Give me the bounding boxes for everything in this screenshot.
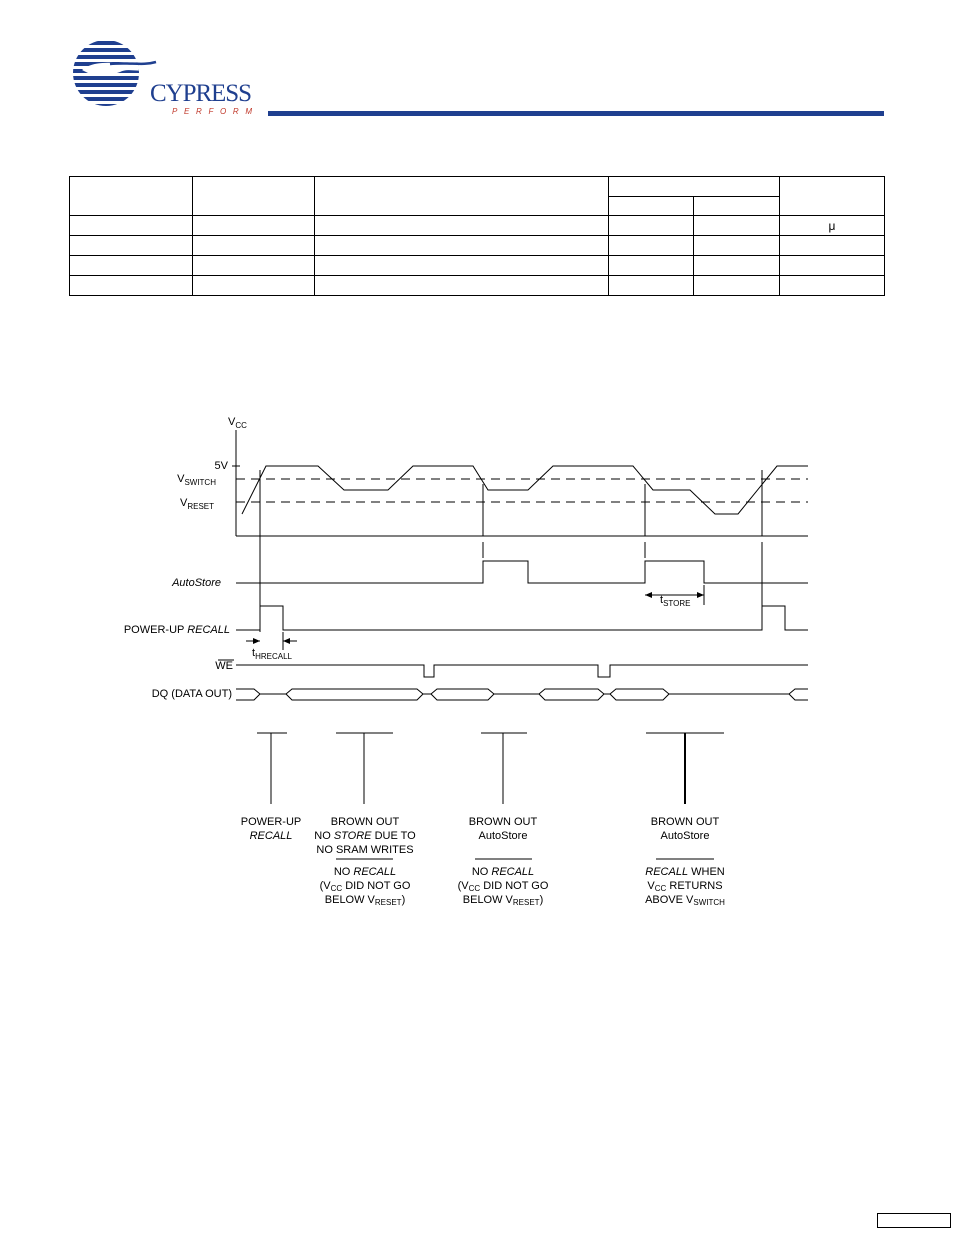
annotation-brown-out-autostore-recall	[645, 816, 725, 907]
globe-icon	[70, 40, 150, 110]
autostore-signal-label: AutoStore	[172, 577, 221, 589]
table-header-cell	[609, 177, 780, 197]
table-cell	[315, 276, 609, 296]
table-header-cell	[315, 177, 609, 216]
five-v-label: 5V	[214, 460, 228, 472]
table-row	[70, 276, 885, 296]
table-cell	[193, 276, 315, 296]
table-header-cell	[70, 177, 193, 216]
svg-text:POWER-UP: POWER-UP	[240, 816, 302, 828]
table-header-cell	[780, 177, 885, 216]
svg-text:RECALL WHEN: RECALL WHEN	[645, 866, 725, 878]
table-row	[70, 216, 885, 236]
annotation-brown-out-no-store	[314, 816, 416, 907]
vcc-label: $V_{CC}$	[228, 416, 247, 430]
table-row	[70, 256, 885, 276]
table-header-cell	[193, 177, 315, 216]
table-header-cell	[694, 197, 780, 216]
annotation-power-up-recall	[241, 816, 302, 842]
table-cell	[780, 236, 885, 256]
table-cell	[780, 256, 885, 276]
threcall-label: $t_{HRECALL}$	[252, 647, 292, 661]
table-cell	[193, 256, 315, 276]
svg-text:(VCC DID NOT GO: (VCC DID NOT GO	[457, 880, 549, 893]
table-cell	[694, 216, 780, 236]
svg-text:AutoStore: AutoStore	[478, 830, 528, 842]
table-cell	[193, 216, 315, 236]
spec-table	[69, 176, 885, 296]
brand-tagline: PERFORM	[172, 107, 252, 116]
table-cell	[70, 236, 193, 256]
table-cell	[694, 256, 780, 276]
svg-text:BELOW VRESET): BELOW VRESET)	[324, 894, 406, 907]
tstore-label: $t_{STORE}$	[660, 594, 691, 608]
power-up-recall-label: POWER-UP RECALL	[123, 624, 230, 636]
table-header-cell	[609, 197, 694, 216]
vreset-label: $V_{RESET}$	[179, 497, 214, 511]
arrow-icon	[253, 638, 260, 644]
table-cell	[193, 236, 315, 256]
vswitch-label: $V_{SWITCH}$	[177, 473, 216, 487]
dq-label: DQ (DATA OUT)	[151, 688, 232, 700]
table-cell	[780, 276, 885, 296]
table-cell	[694, 276, 780, 296]
vcc-waveform	[242, 466, 808, 514]
svg-text:NO SRAM WRITES: NO SRAM WRITES	[316, 844, 414, 856]
table-cell	[694, 236, 780, 256]
arrow-icon	[645, 592, 652, 598]
table-cell	[70, 216, 193, 236]
table-unit-cell: μ	[780, 216, 885, 236]
svg-text:VCC RETURNS: VCC RETURNS	[647, 880, 723, 893]
table-cell	[609, 216, 694, 236]
table-cell	[609, 236, 694, 256]
svg-text:(VCC DID NOT GO: (VCC DID NOT GO	[319, 880, 411, 893]
we-label: WE	[215, 660, 233, 672]
svg-text:BROWN OUT: BROWN OUT	[330, 816, 400, 828]
svg-text:BROWN OUT: BROWN OUT	[650, 816, 720, 828]
table-cell	[315, 256, 609, 276]
svg-text:NO RECALL: NO RECALL	[333, 866, 397, 878]
svg-text:ABOVE VSWITCH: ABOVE VSWITCH	[645, 894, 725, 907]
svg-text:AutoStore: AutoStore	[660, 830, 710, 842]
annotation-brown-out-autostore-no-recall	[458, 816, 549, 907]
arrow-icon	[283, 638, 290, 644]
table-cell	[315, 236, 609, 256]
we-waveform	[236, 665, 808, 677]
autostore-waveform	[236, 561, 808, 583]
header-rule	[268, 111, 884, 116]
autostore-timing-diagram	[0, 400, 954, 920]
table-cell	[609, 256, 694, 276]
dq-waveform	[236, 689, 808, 700]
table-cell	[609, 276, 694, 296]
svg-text:BROWN OUT: BROWN OUT	[468, 816, 538, 828]
table-cell	[70, 276, 193, 296]
table-row	[70, 236, 885, 256]
svg-text:RECALL: RECALL	[249, 830, 293, 842]
svg-text:NO STORE DUE TO: NO STORE DUE TO	[314, 830, 416, 842]
arrow-icon	[697, 592, 704, 598]
table-cell	[70, 256, 193, 276]
brand-name: CYPRESS	[150, 80, 252, 107]
svg-text:BELOW VRESET): BELOW VRESET)	[462, 894, 544, 907]
table-header-row	[70, 177, 885, 197]
page-number-box	[877, 1213, 951, 1228]
power-up-recall-waveform	[236, 606, 808, 630]
cypress-logo	[70, 40, 255, 120]
table-cell	[315, 216, 609, 236]
svg-text:NO RECALL: NO RECALL	[471, 866, 535, 878]
